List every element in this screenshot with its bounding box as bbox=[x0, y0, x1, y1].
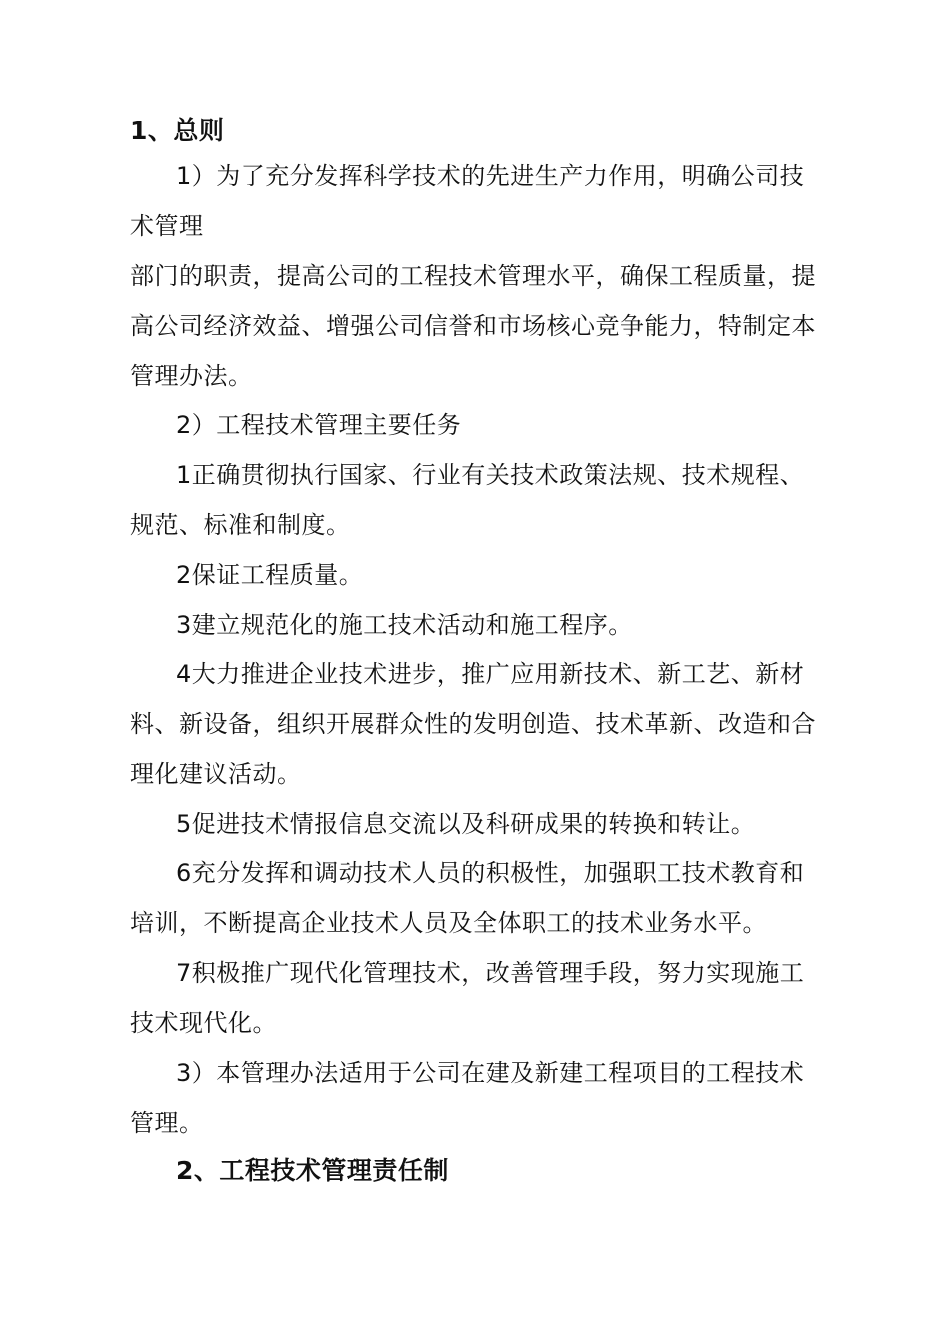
task-item-5-line-1: 5促进技术情报信息交流以及科研成果的转换和转让。 bbox=[176, 810, 756, 838]
task-item-4-line-1: 4大力推进企业技术进步，推广应用新技术、新工艺、新材 bbox=[176, 660, 805, 688]
task-item-2-line-1: 2保证工程质量。 bbox=[176, 561, 364, 589]
paragraph-1-line-1: 1）为了充分发挥科学技术的先进生产力作用，明确公司技 bbox=[176, 162, 805, 190]
task-item-1-line-2: 规范、标准和制度。 bbox=[130, 511, 351, 539]
paragraph-1-line-5: 管理办法。 bbox=[130, 362, 253, 390]
section-heading-general: 1、总则 bbox=[130, 116, 225, 145]
task-item-6-line-1: 6充分发挥和调动技术人员的积极性，加强职工技术教育和 bbox=[176, 859, 805, 887]
task-item-4-line-3: 理化建议活动。 bbox=[130, 760, 302, 788]
task-item-3-line-1: 3建立规范化的施工技术活动和施工程序。 bbox=[176, 611, 633, 639]
task-item-6-line-2: 培训，不断提高企业技术人员及全体职工的技术业务水平。 bbox=[130, 909, 767, 937]
paragraph-1-line-3: 部门的职责，提高公司的工程技术管理水平，确保工程质量，提 bbox=[130, 262, 816, 290]
paragraph-3-line-1: 3）本管理办法适用于公司在建及新建工程项目的工程技术 bbox=[176, 1059, 805, 1087]
task-item-4-line-2: 料、新设备，组织开展群众性的发明创造、技术革新、改造和合 bbox=[130, 710, 816, 738]
paragraph-1-line-4: 高公司经济效益、增强公司信誉和市场核心竞争能力，特制定本 bbox=[130, 312, 816, 340]
paragraph-2-line-1: 2）工程技术管理主要任务 bbox=[176, 411, 462, 439]
task-item-1-line-1: 1正确贯彻执行国家、行业有关技术政策法规、技术规程、 bbox=[176, 461, 805, 489]
task-item-7-line-1: 7积极推广现代化管理技术，改善管理手段，努力实现施工 bbox=[176, 959, 805, 987]
task-item-7-line-2: 技术现代化。 bbox=[130, 1009, 277, 1037]
section-heading-responsibility: 2、工程技术管理责任制 bbox=[176, 1156, 449, 1185]
paragraph-1-line-2: 术管理 bbox=[130, 212, 204, 240]
paragraph-3-line-2: 管理。 bbox=[130, 1109, 204, 1137]
